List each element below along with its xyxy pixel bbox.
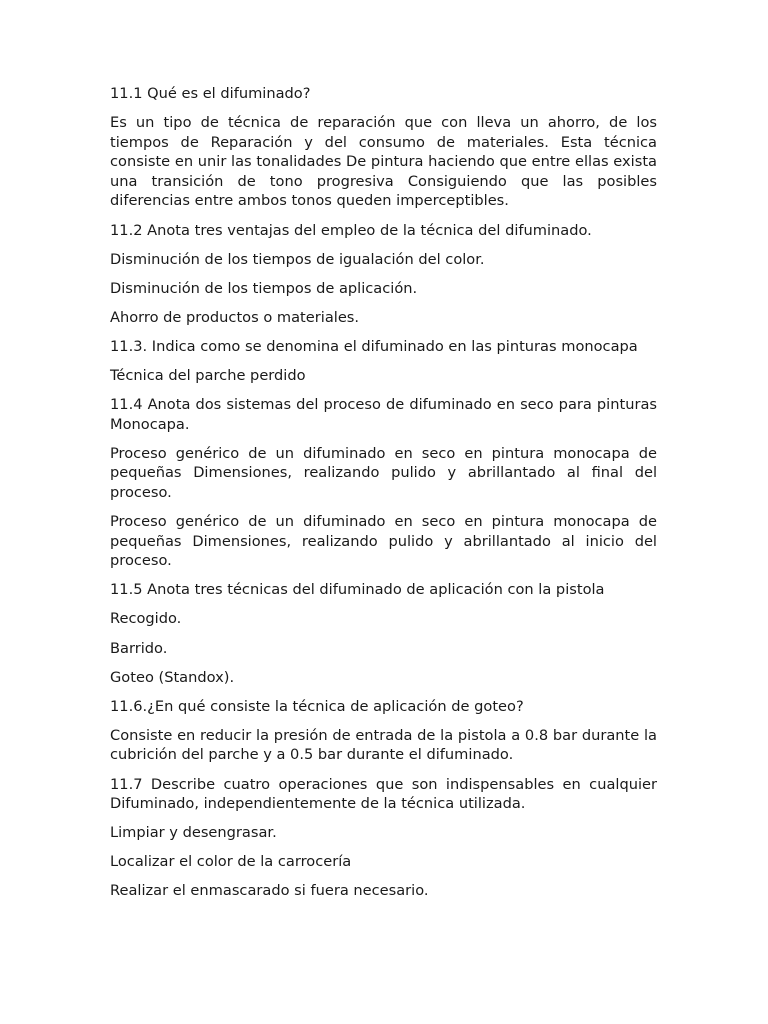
answer-11-4-item-2: Proceso genérico de un difuminado en seco en pintura monocapa de pequeñas Dimensiones, realizando pulido y abrillantado al inicio del proceso. [110, 513, 657, 570]
answer-11-2-item-3: Ahorro de productos o materiales. [110, 308, 360, 326]
answer-11-1: Es un tipo de técnica de reparación que con lleva un ahorro, de los tiempos de Reparación y del consumo de materiales. Esta técnica consiste en unir las tonalidades De pintura haciendo que entre ellas exista una transición de tono progresiva Consiguiendo que las posibles diferencias entre ambos tonos queden imperceptibles. [110, 114, 657, 210]
question-11-2: 11.2 Anota tres ventajas del empleo de la técnica del difuminado. [110, 221, 592, 239]
answer-11-7-item-3: Realizar el enmascarado si fuera necesario. [110, 882, 429, 900]
answer-11-4-item-1: Proceso genérico de un difuminado en seco en pintura monocapa de pequeñas Dimensiones, realizando pulido y abrillantado al final del proceso. [110, 444, 657, 501]
answer-11-7-item-2: Localizar el color de la carrocería [110, 853, 352, 871]
answer-11-6: Consiste en reducir la presión de entrada de la pistola a 0.8 bar durante la cubrición del parche y a 0.5 bar durante el difuminado. [110, 726, 657, 764]
answer-11-7-item-1: Limpiar y desengrasar. [110, 824, 277, 842]
question-11-1: 11.1 Qué es el difuminado? [110, 85, 311, 102]
answer-11-2-item-2: Disminución de los tiempos de aplicación. [110, 279, 418, 297]
answer-11-5-item-3: Goteo (Standox). [110, 668, 235, 686]
question-11-7: 11.7 Describe cuatro operaciones que son indispensables en cualquier Difuminado, independientemente de la técnica utilizada. [110, 775, 657, 813]
question-11-5: 11.5 Anota tres técnicas del difuminado de aplicación con la pistola [110, 581, 605, 599]
answer-11-5-item-1: Recogido. [110, 610, 182, 628]
document-page [110, 84, 657, 911]
answer-11-3: Técnica del parche perdido [110, 367, 306, 385]
answer-11-2-item-1: Disminución de los tiempos de igualación del color. [110, 250, 485, 268]
question-11-6: 11.6.¿En qué consiste la técnica de aplicación de goteo? [110, 697, 524, 715]
answer-11-5-item-2: Barrido. [110, 639, 168, 657]
question-11-4: 11.4 Anota dos sistemas del proceso de difuminado en seco para pinturas Monocapa. [110, 396, 657, 433]
question-11-3: 11.3. Indica como se denomina el difuminado en las pinturas monocapa [110, 337, 638, 355]
